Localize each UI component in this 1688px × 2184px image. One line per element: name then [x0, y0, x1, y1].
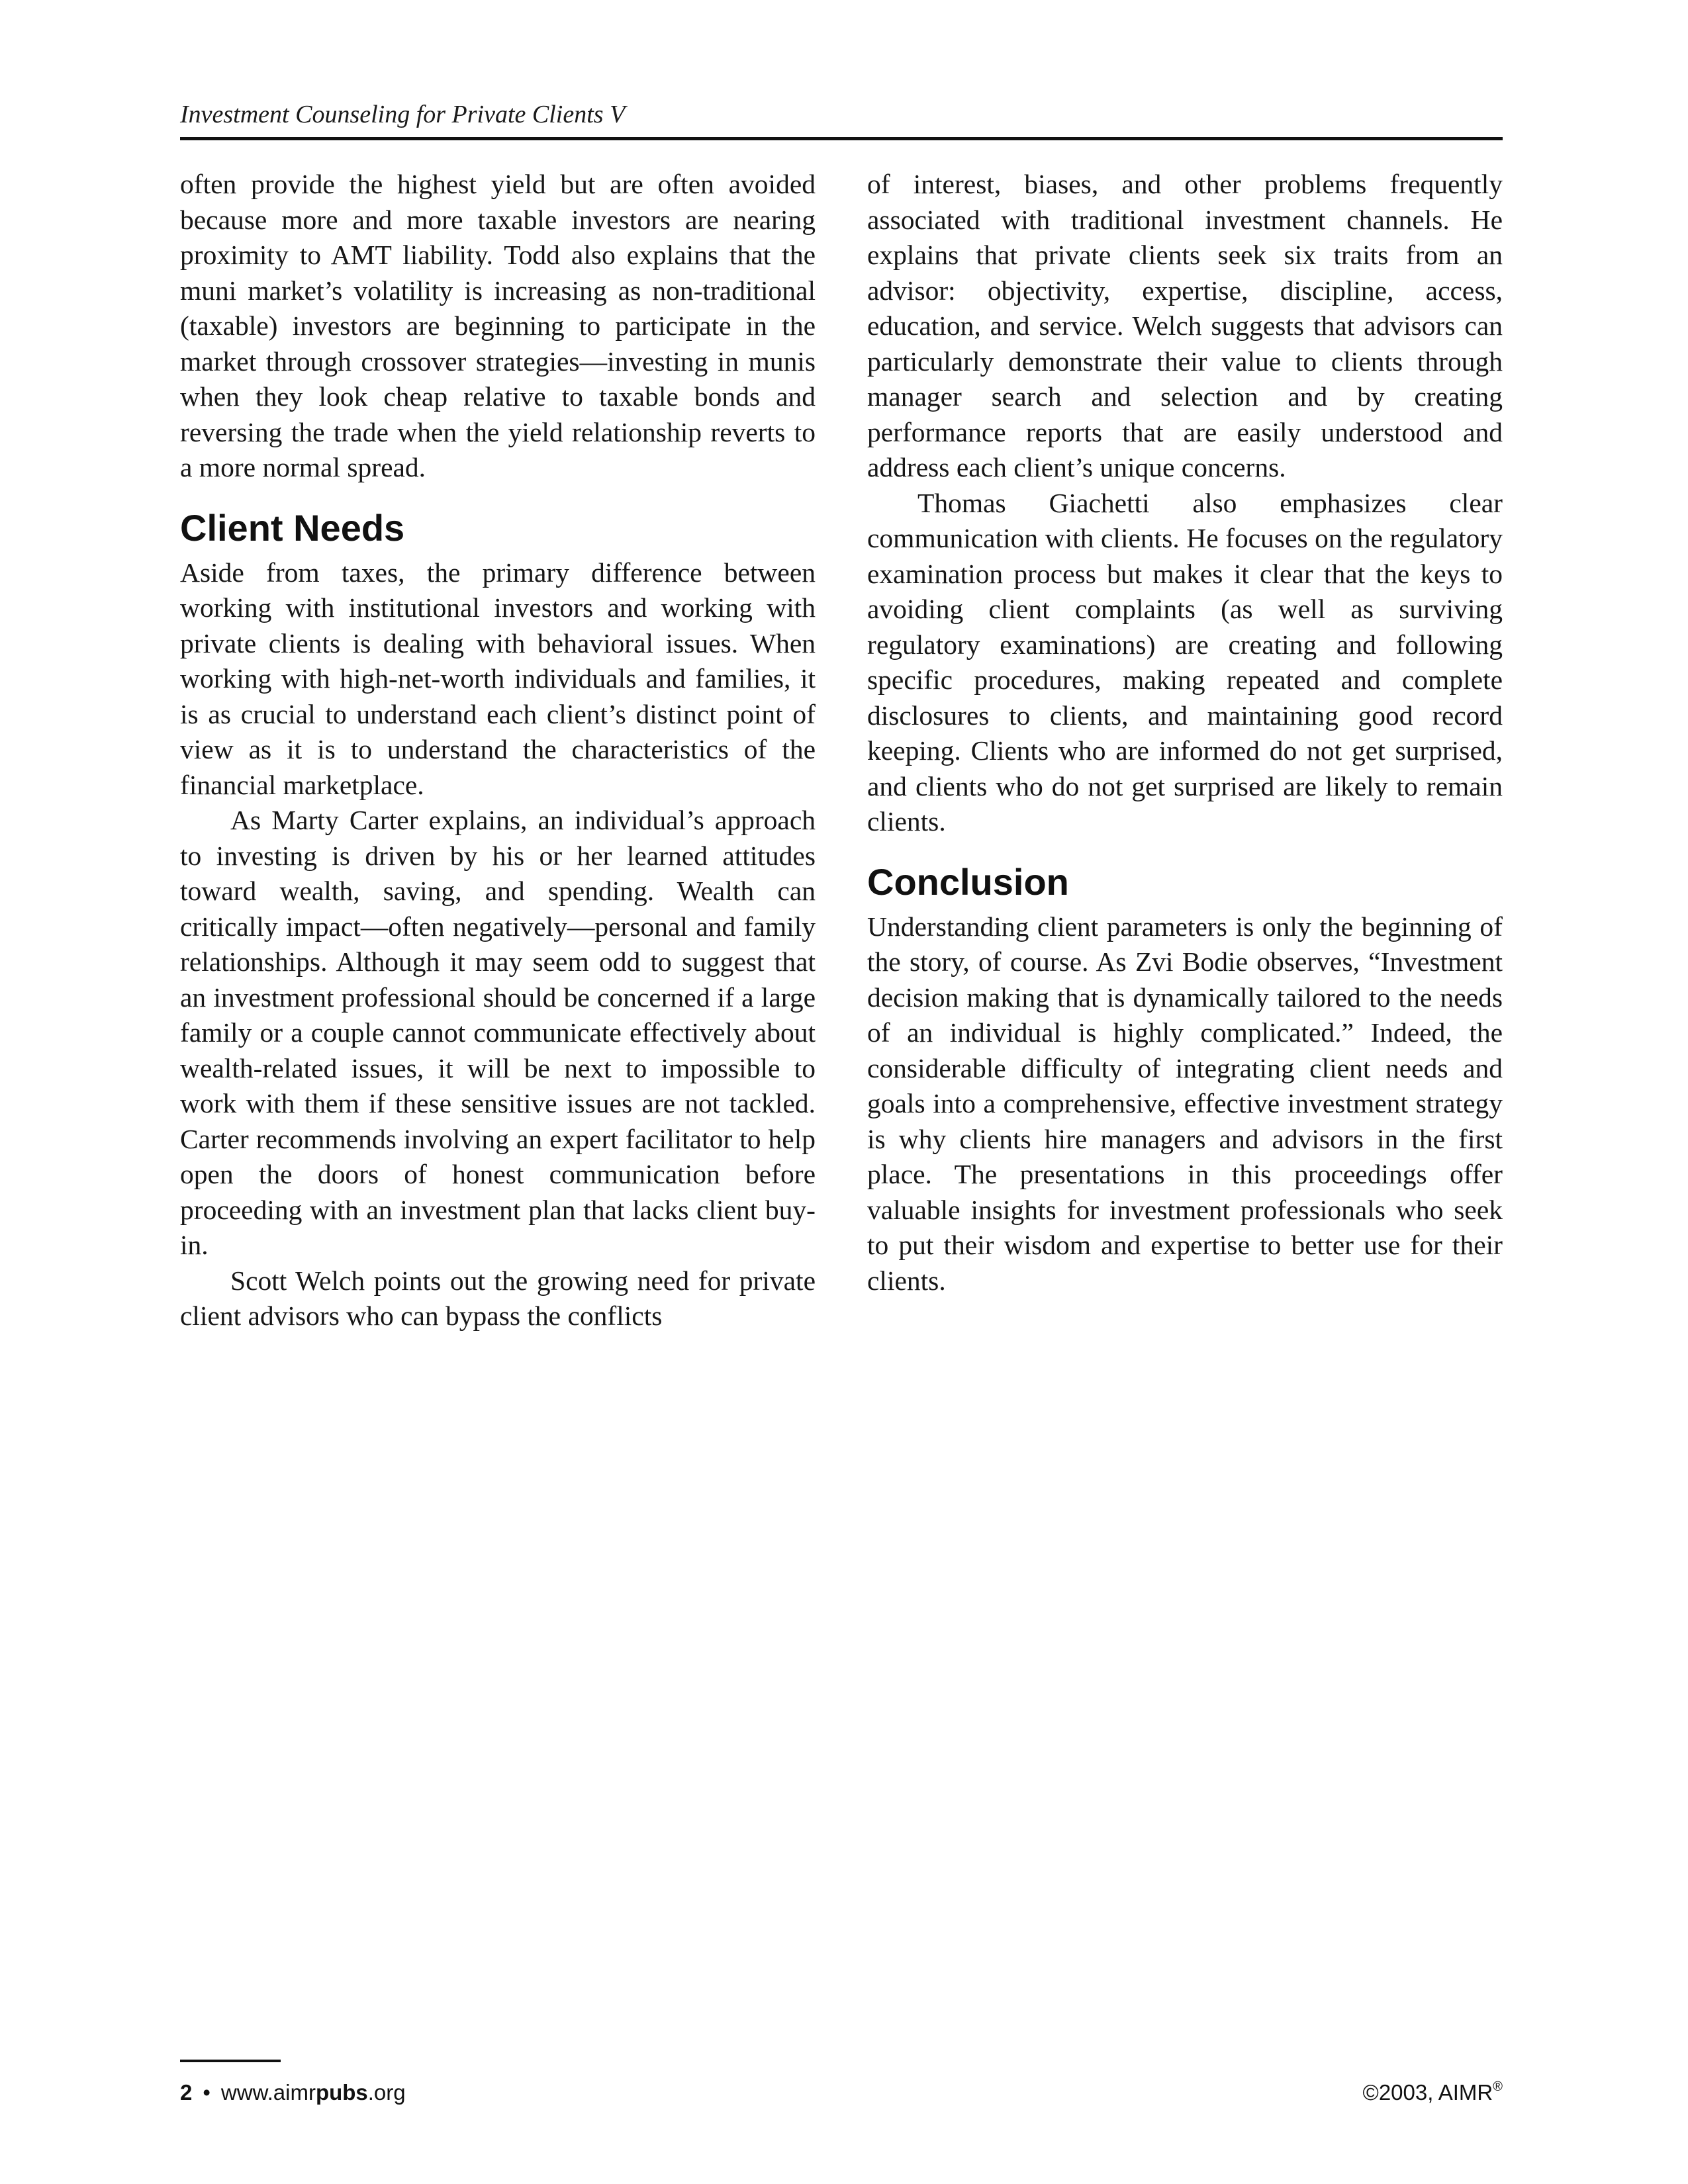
- registered-mark: ®: [1493, 2079, 1503, 2094]
- section-heading-conclusion: Conclusion: [867, 860, 1069, 903]
- client-needs-paragraph-1: Aside from taxes, the primary difference between working with institutional investors and working with private clients is dealing with behavioral issues. When working with high-net-worth individuals and families, it is as crucial to understand each client’s distinct point of view as it is to understand the characteristics of the financial marketplace.: [180, 557, 816, 800]
- intro-paragraph: often provide the highest yield but are often avoided because more and more taxable investors are nearing proximity to AMT liability. Todd also explains that the muni market’s volatility is increasing as non-traditional (taxable) investors are beginning to participate in the market through crossover strategies—investing in munis when they look cheap relative to taxable bonds and reversing the trade when the yield relationship reverts to a more normal spread.: [180, 169, 816, 482]
- client-needs-paragraph-3: Scott Welch points out the growing need for private client advisors who can bypass the conflicts: [180, 1265, 816, 1331]
- header-rule: [180, 137, 1503, 140]
- footer-rule: [180, 2060, 281, 2062]
- page-number: 2: [180, 2080, 193, 2105]
- copyright-text: ©2003, AIMR: [1362, 2080, 1493, 2105]
- bullet-separator: •: [203, 2080, 211, 2105]
- footer-url[interactable]: [221, 2080, 406, 2105]
- giachetti-paragraph: Thomas Giachetti also emphasizes clear communication with clients. He focuses on the regulatory examination process but makes it clear that the keys to avoiding client complaints (as well as surviving regulatory examinations) are creating and following specific procedures, making repeated and complete disclosures to clients, and maintaining good record keeping. Clients who are informed do not get surprised, and clients who do not get surprised are likely to remain clients.: [867, 487, 1503, 837]
- url-bold: pubs: [315, 2080, 368, 2105]
- section-heading-client-needs: Client Needs: [180, 506, 405, 549]
- url-suffix: .org: [367, 2080, 406, 2105]
- welch-continued-paragraph: of interest, biases, and other problems frequently associated with traditional investment channels. He explains that private clients seek six traits from an advisor: objectivity, expertise, discipline, access, education, and service. Welch suggests that advisors can particularly demonstrate their value to clients through manager search and selection and by creating performance reports that are easily understood and address each client’s unique concerns.: [867, 169, 1503, 482]
- url-prefix: www.aimr: [220, 2080, 316, 2105]
- footer-copyright: [1363, 2079, 1503, 2106]
- conclusion-paragraph: Understanding client parameters is only the beginning of the story, of course. As Zvi Bodie observes, “Investment decision making that is dynamically tailored to the needs of an individual is highly complicated.” Indeed, the considerable difficulty of integrating client needs and goals into a comprehensive, effective investment strategy is why clients hire managers and advisors in the first place. The presentations in this proceedings offer valuable insights for investment professionals who seek to put their wisdom and expertise to better use for their clients.: [867, 911, 1503, 1296]
- client-needs-paragraph-2: As Marty Carter explains, an individual’s approach to investing is driven by his or her learned attitudes toward wealth, saving, and spending. Wealth can critically impact—often negatively—personal and family relationships. Although it may seem odd to suggest that an investment professional should be concerned if a large family or a couple cannot communicate effectively about wealth-related issues, it will be next to impossible to work with them if these sensitive issues are not tackled. Carter recommends involving an expert facilitator to help open the doors of honest communication before proceeding with an investment plan that lacks client buy-in.: [180, 805, 816, 1260]
- footer-left: [180, 2079, 406, 2106]
- right-column: [867, 167, 1503, 1298]
- left-column: [180, 167, 816, 1334]
- running-head: Investment Counseling for Private Clients V: [180, 101, 626, 128]
